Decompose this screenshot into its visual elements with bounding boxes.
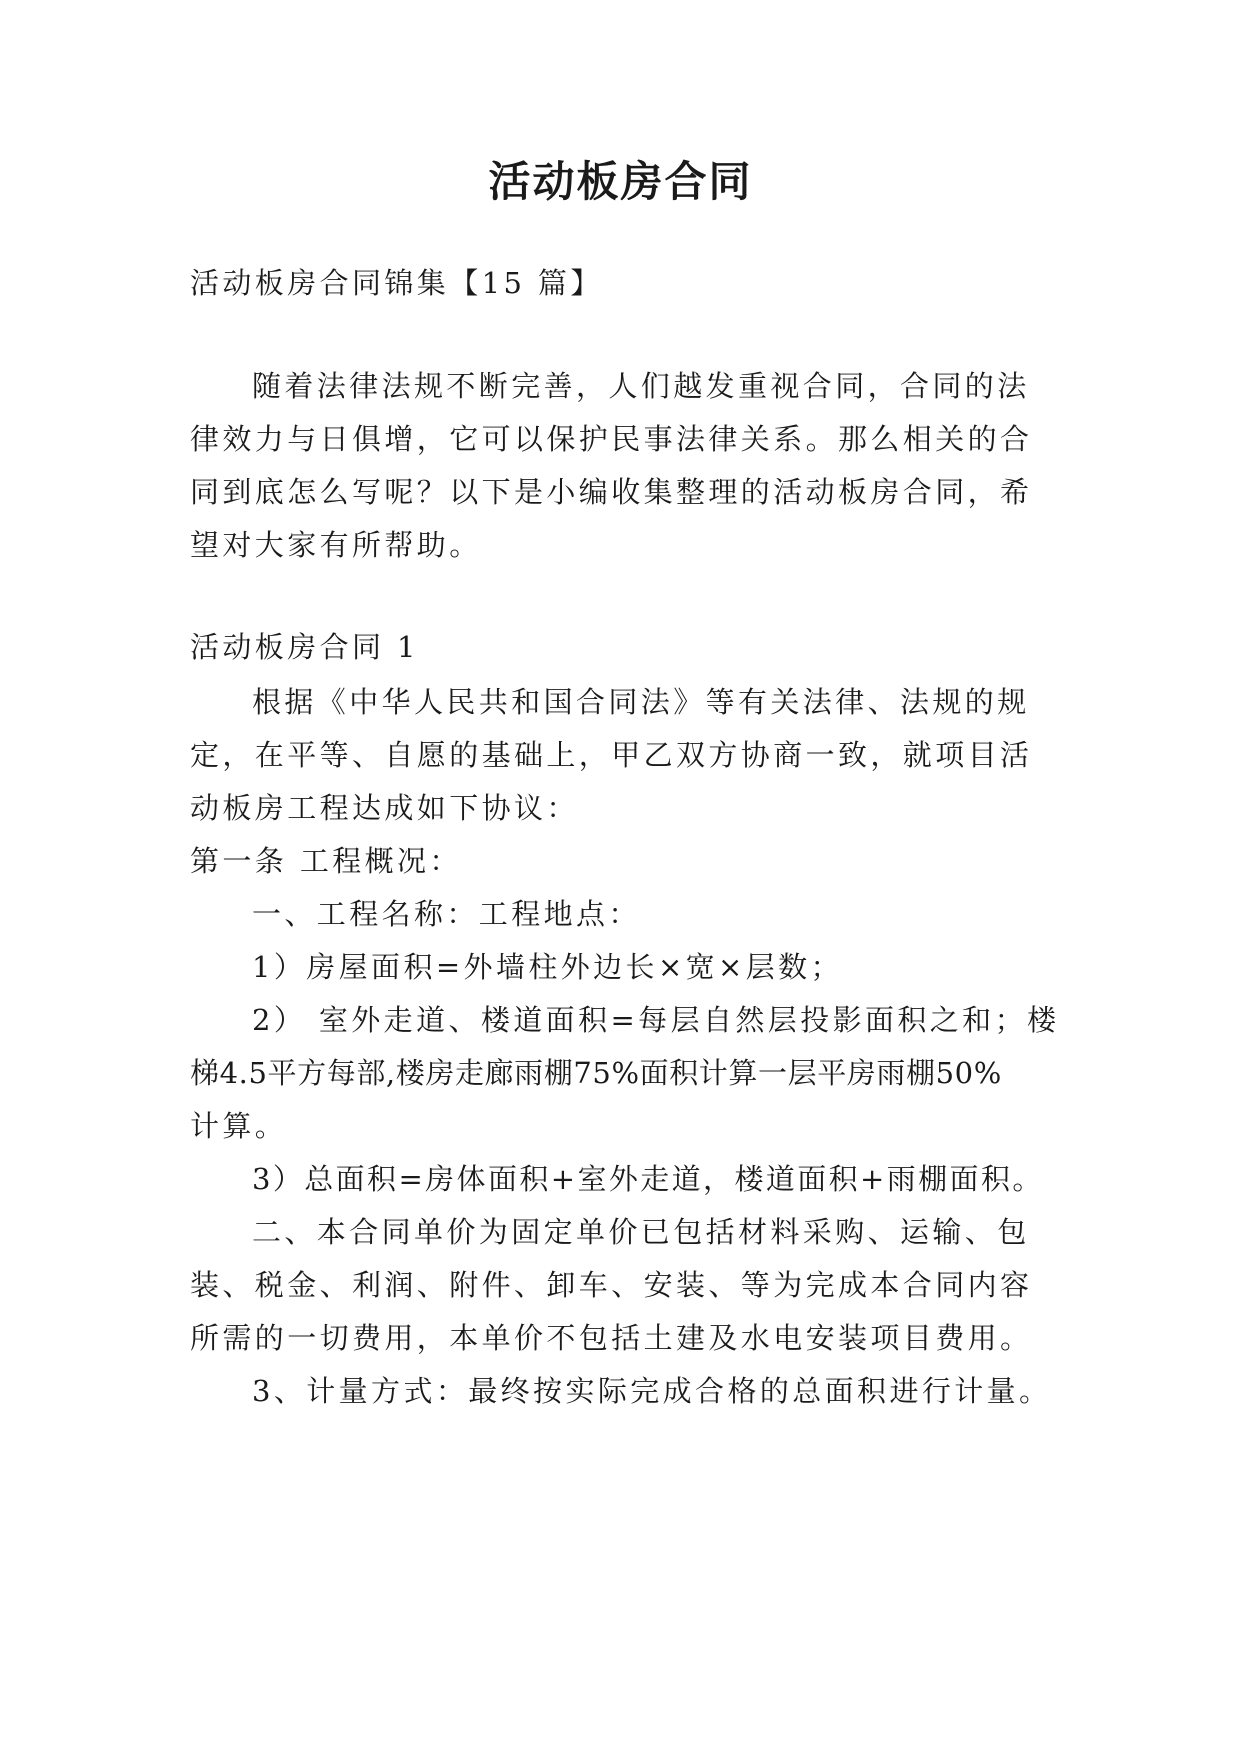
intro-line-1: 随着法律法规不断完善，人们越发重视合同，合同的法 [252,369,1030,403]
document-title: 活动板房合同 [488,157,753,206]
body-line-10: 3）总面积=房体面积+室外走道，楼道面积+雨棚面积。 [252,1162,1044,1196]
article-heading: 第一条 工程概况： [190,844,462,878]
body-line-1: 根据《中华人民共和国合同法》等有关法律、法规的规 [252,685,1030,719]
intro-line-2: 律效力与日俱增，它可以保护民事法律关系。那么相关的合 [190,422,1033,456]
body-line-11: 二、本合同单价为固定单价已包括材料采购、运输、包 [252,1215,1030,1249]
body-line-2: 定，在平等、自愿的基础上，甲乙双方协商一致，就项目活 [190,738,1033,772]
body-line-7: 2） 室外走道、楼道面积=每层自然层投影面积之和；楼 [252,1003,1060,1037]
body-line-5: 一、工程名称：工程地点： [252,897,641,931]
body-line-12: 装、税金、利润、附件、卸车、安装、等为完成本合同内容 [190,1268,1033,1302]
body-line-3: 动板房工程达成如下协议： [190,791,579,825]
body-line-6: 1）房屋面积=外墙柱外边长×宽×层数； [252,950,843,984]
document-subtitle: 活动板房合同锦集【15 篇】 [190,266,603,300]
body-line-14: 3、计量方式：最终按实际完成合格的总面积进行计量。 [252,1374,1052,1408]
section-heading: 活动板房合同 1 [190,630,419,664]
body-line-9: 计算。 [190,1109,288,1143]
body-line-8: 梯4.5平方每部,楼房走廊雨棚75%面积计算一层平房雨棚50% [190,1056,1002,1090]
body-line-13: 所需的一切费用，本单价不包括土建及水电安装项目费用。 [190,1321,1033,1355]
intro-line-4: 望对大家有所帮助。 [190,528,482,562]
intro-line-3: 同到底怎么写呢？以下是小编收集整理的活动板房合同，希 [190,475,1033,509]
